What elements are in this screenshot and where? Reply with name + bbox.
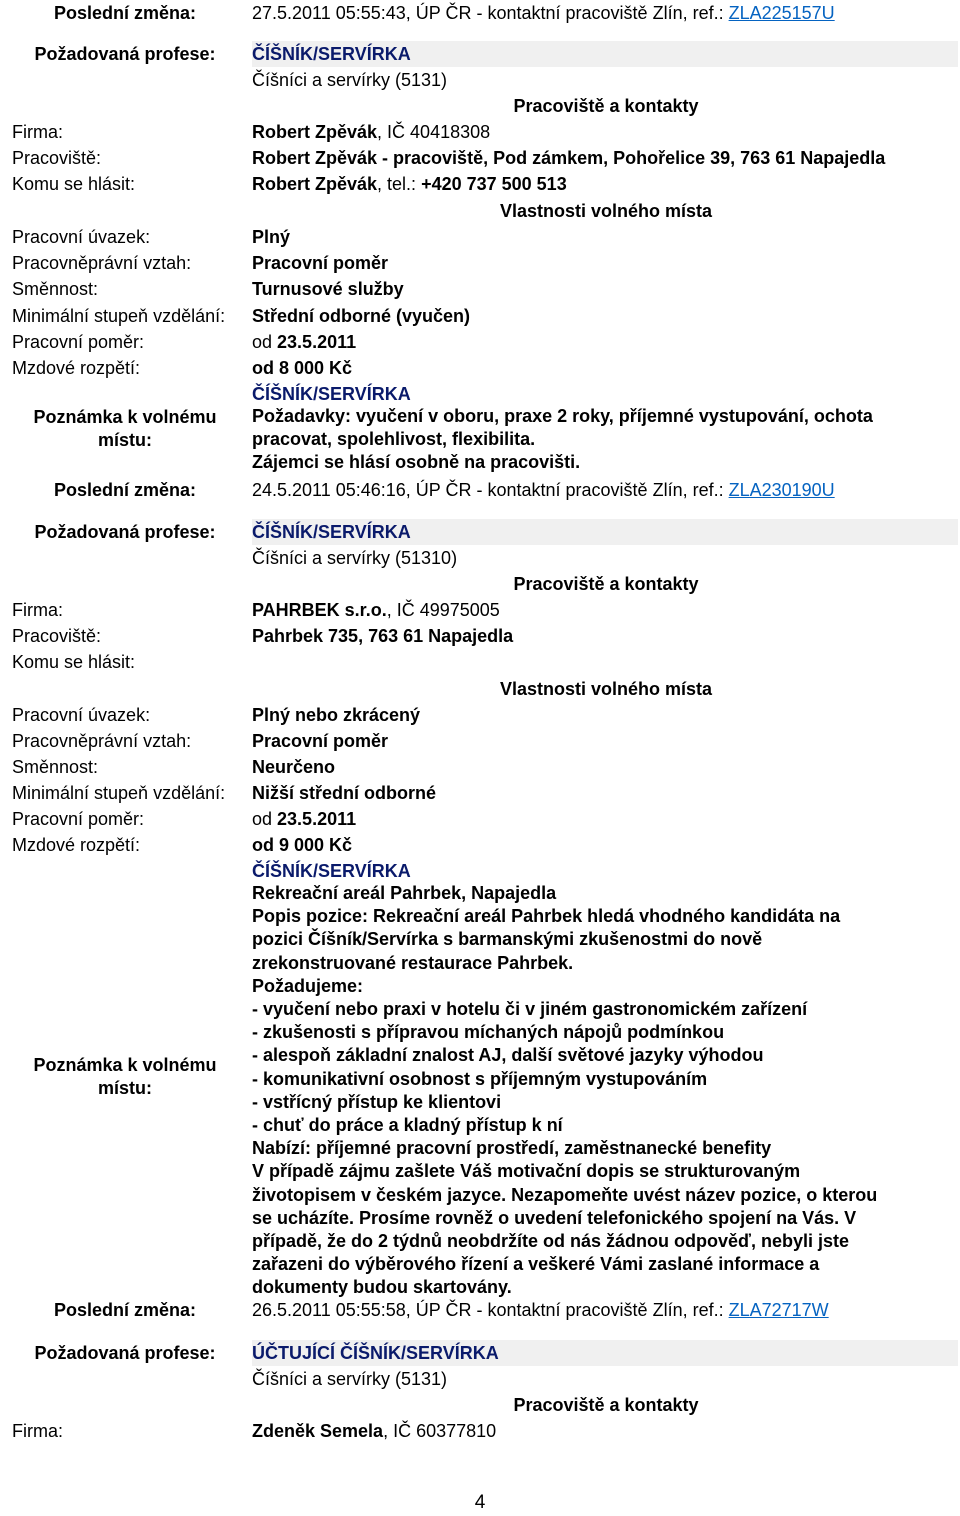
- section-contacts-2: [0, 571, 960, 597]
- company-row-1: [0, 119, 960, 145]
- section-contacts-3: [0, 1392, 960, 1418]
- section-properties-1: [0, 198, 960, 224]
- note-line: pozici Číšník/Servírka s barmanskými zkušenostmi do nově: [252, 929, 763, 950]
- workload-value: Plný nebo zkrácený: [252, 705, 421, 725]
- company-ic: , IČ 40418308: [377, 122, 491, 142]
- note-line: - vyučení nebo praxi v hotelu či v jiném gastronomickém zařízení: [252, 999, 808, 1020]
- category-value: Číšníci a servírky (5131): [252, 70, 448, 90]
- last-change-row-0: [0, 0, 960, 26]
- note-line: - vstřícný přístup ke klientovi: [252, 1091, 502, 1112]
- profession-label: Požadovaná profese:: [34, 44, 216, 64]
- profession-row-3: [0, 1340, 960, 1366]
- category-row-1: [0, 67, 960, 93]
- company-ic: , IČ 60377810: [383, 1421, 497, 1441]
- last-change-label: Poslední změna:: [53, 1300, 197, 1320]
- ref-link[interactable]: ZLA72717W: [728, 1300, 829, 1320]
- profession-label: Požadovaná profese:: [34, 1343, 216, 1363]
- workplace-value: Pahrbek 735, 763 61 Napajedla: [252, 626, 514, 646]
- education-row-2: [0, 780, 960, 806]
- profession-row-1: [0, 41, 960, 67]
- note-line: Nabízí: příjemné pracovní prostředí, zaměstnanecké benefity: [252, 1138, 772, 1159]
- note-line: V případě zájmu zašlete Váš motivační dopis se strukturovaným: [252, 1161, 801, 1182]
- section-contacts-1: [0, 93, 960, 119]
- last-change-label: Poslední změna:: [53, 480, 197, 500]
- employment-label: Pracovní poměr:: [12, 332, 145, 352]
- education-value: Střední odborné (vyučen): [252, 306, 471, 326]
- profession-value: ČÍŠNÍK/SERVÍRKA: [252, 41, 958, 67]
- contact-phone: +420 737 500 513: [421, 174, 567, 194]
- relation-row-1: [0, 250, 960, 276]
- workplace-row-2: [0, 623, 960, 649]
- note-label: Poznámka k volnému místu:: [33, 1055, 217, 1098]
- note-text: [252, 405, 950, 475]
- relation-row-2: [0, 728, 960, 754]
- last-change-text: 27.5.2011 05:55:43, ÚP ČR - kontaktní pracoviště Zlín, ref.:: [252, 3, 729, 23]
- note-block-2: [0, 882, 960, 1300]
- page-number: 4: [474, 1492, 486, 1513]
- section-heading: Pracoviště a kontakty: [513, 96, 699, 116]
- employment-prefix: od: [252, 809, 278, 829]
- last-change-label: Poslední změna:: [53, 3, 197, 23]
- relation-value: Pracovní poměr: [252, 731, 389, 751]
- category-value: Číšníci a servírky (5131): [252, 1369, 448, 1389]
- employment-row-1: [0, 329, 960, 355]
- company-name: Zdeněk Semela: [252, 1421, 384, 1441]
- workload-value: Plný: [252, 227, 291, 247]
- employment-date: 23.5.2011: [277, 809, 357, 829]
- note-line: - alespoň základní znalost AJ, další světové jazyky výhodou: [252, 1045, 764, 1066]
- category-row-3: [0, 1366, 960, 1392]
- note-label: Poznámka k volnému místu:: [33, 407, 217, 450]
- employment-row-2: [0, 806, 960, 832]
- note-line: - komunikativní osobnost s příjemným vystupováním: [252, 1068, 708, 1089]
- employment-date: 23.5.2011: [277, 332, 357, 352]
- company-name: PAHRBEK s.r.o.: [252, 600, 387, 620]
- education-row-1: [0, 303, 960, 329]
- contact-name: Robert Zpěvák: [252, 174, 378, 194]
- salary-label: Mzdové rozpětí:: [12, 835, 141, 855]
- note-title: ČÍŠNÍK/SERVÍRKA: [252, 861, 411, 881]
- shifts-label: Směnnost:: [12, 279, 99, 299]
- section-heading: Pracoviště a kontakty: [513, 574, 699, 594]
- note-title: ČÍŠNÍK/SERVÍRKA: [252, 384, 411, 404]
- shifts-value: Neurčeno: [252, 757, 336, 777]
- last-change-row-2: [0, 1297, 960, 1323]
- company-label: Firma:: [12, 122, 63, 142]
- salary-row-2: [0, 832, 960, 858]
- company-label: Firma:: [12, 600, 63, 620]
- section-heading: Vlastnosti volného místa: [499, 679, 713, 699]
- last-change-text: 24.5.2011 05:46:16, ÚP ČR - kontaktní pracoviště Zlín, ref.:: [252, 480, 729, 500]
- shifts-row-1: [0, 276, 960, 302]
- section-properties-2: [0, 676, 960, 702]
- company-name: Robert Zpěvák: [252, 122, 378, 142]
- last-change-row-1: [0, 477, 960, 503]
- workload-row-2: [0, 702, 960, 728]
- contact-label: Komu se hlásit:: [12, 652, 136, 672]
- contact-row-2: [0, 649, 960, 675]
- profession-row-2: [0, 519, 960, 545]
- education-label: Minimální stupeň vzdělání:: [12, 783, 226, 803]
- note-title-row-2: [0, 858, 960, 884]
- note-line: životopisem v českém jazyce. Nezapomeňte uvést název pozice, o kterou: [252, 1184, 878, 1205]
- education-value: Nižší střední odborné: [252, 783, 437, 803]
- salary-value: od 9 000 Kč: [252, 835, 353, 855]
- employment-prefix: od: [252, 332, 278, 352]
- company-row-2: [0, 597, 960, 623]
- note-text: [252, 882, 950, 1300]
- shifts-row-2: [0, 754, 960, 780]
- employment-label: Pracovní poměr:: [12, 809, 145, 829]
- workplace-label: Pracoviště:: [12, 626, 102, 646]
- relation-label: Pracovněprávní vztah:: [12, 731, 192, 751]
- profession-value: ČÍŠNÍK/SERVÍRKA: [252, 519, 958, 545]
- note-line: zařazeni do výběrového řízení a veškeré Vámi zaslané informace a: [252, 1254, 820, 1275]
- contact-label: Komu se hlásit:: [12, 174, 136, 194]
- note-line: Popis pozice: Rekreační areál Pahrbek hledá vhodného kandidáta na: [252, 906, 841, 927]
- education-label: Minimální stupeň vzdělání:: [12, 306, 226, 326]
- workload-label: Pracovní úvazek:: [12, 227, 151, 247]
- section-heading: Pracoviště a kontakty: [513, 1395, 699, 1415]
- note-line: pracovat, spolehlivost, flexibilita.: [252, 429, 536, 450]
- note-line: dokumenty budou skartovány.: [252, 1277, 512, 1298]
- category-row-2: [0, 545, 960, 571]
- shifts-label: Směnnost:: [12, 757, 99, 777]
- relation-label: Pracovněprávní vztah:: [12, 253, 192, 273]
- note-line: případě, že do 2 týdnů neobdržíte od nás žádnou odpověď, nebyli jste: [252, 1231, 849, 1252]
- relation-value: Pracovní poměr: [252, 253, 389, 273]
- note-line: zrekonstruované restaurace Pahrbek.: [252, 952, 574, 973]
- profession-value: ÚČTUJÍCÍ ČÍŠNÍK/SERVÍRKA: [252, 1340, 958, 1366]
- category-value: Číšníci a servírky (51310): [252, 548, 458, 568]
- workload-row-1: [0, 224, 960, 250]
- profession-label: Požadovaná profese:: [34, 522, 216, 542]
- workplace-label: Pracoviště:: [12, 148, 102, 168]
- contact-tel-label: , tel.:: [377, 174, 422, 194]
- note-line: se ucházíte. Prosíme rovněž o uvedení telefonického spojení na Vás. V: [252, 1207, 857, 1228]
- workload-label: Pracovní úvazek:: [12, 705, 151, 725]
- note-title-row-1: [0, 381, 960, 407]
- company-label: Firma:: [12, 1421, 63, 1441]
- note-line: Rekreační areál Pahrbek, Napajedla: [252, 883, 557, 903]
- note-line: Požadujeme:: [252, 975, 364, 996]
- company-ic: , IČ 49975005: [386, 600, 500, 620]
- note-line: - zkušenosti s přípravou míchaných nápojů podmínkou: [252, 1022, 725, 1043]
- note-line: Zájemci se hlásí osobně na pracovišti.: [252, 452, 581, 473]
- company-row-3: [0, 1418, 960, 1444]
- salary-row-1: [0, 355, 960, 381]
- salary-value: od 8 000 Kč: [252, 358, 353, 378]
- shifts-value: Turnusové služby: [252, 279, 404, 299]
- section-heading: Vlastnosti volného místa: [499, 201, 713, 221]
- note-block-1: [0, 405, 960, 475]
- workplace-row-1: [0, 145, 960, 171]
- last-change-text: 26.5.2011 05:55:58, ÚP ČR - kontaktní pracoviště Zlín, ref.:: [252, 1300, 729, 1320]
- salary-label: Mzdové rozpětí:: [12, 358, 141, 378]
- note-line: Požadavky: vyučení v oboru, praxe 2 roky, příjemné vystupování, ochota: [252, 406, 873, 426]
- workplace-value: Robert Zpěvák - pracoviště, Pod zámkem, Pohořelice 39, 763 61 Napajedla: [252, 148, 886, 168]
- ref-link[interactable]: ZLA230190U: [728, 480, 835, 500]
- ref-link[interactable]: ZLA225157U: [728, 3, 835, 23]
- contact-row-1: [0, 171, 960, 197]
- note-line: - chuť do práce a kladný přístup k ní: [252, 1115, 563, 1136]
